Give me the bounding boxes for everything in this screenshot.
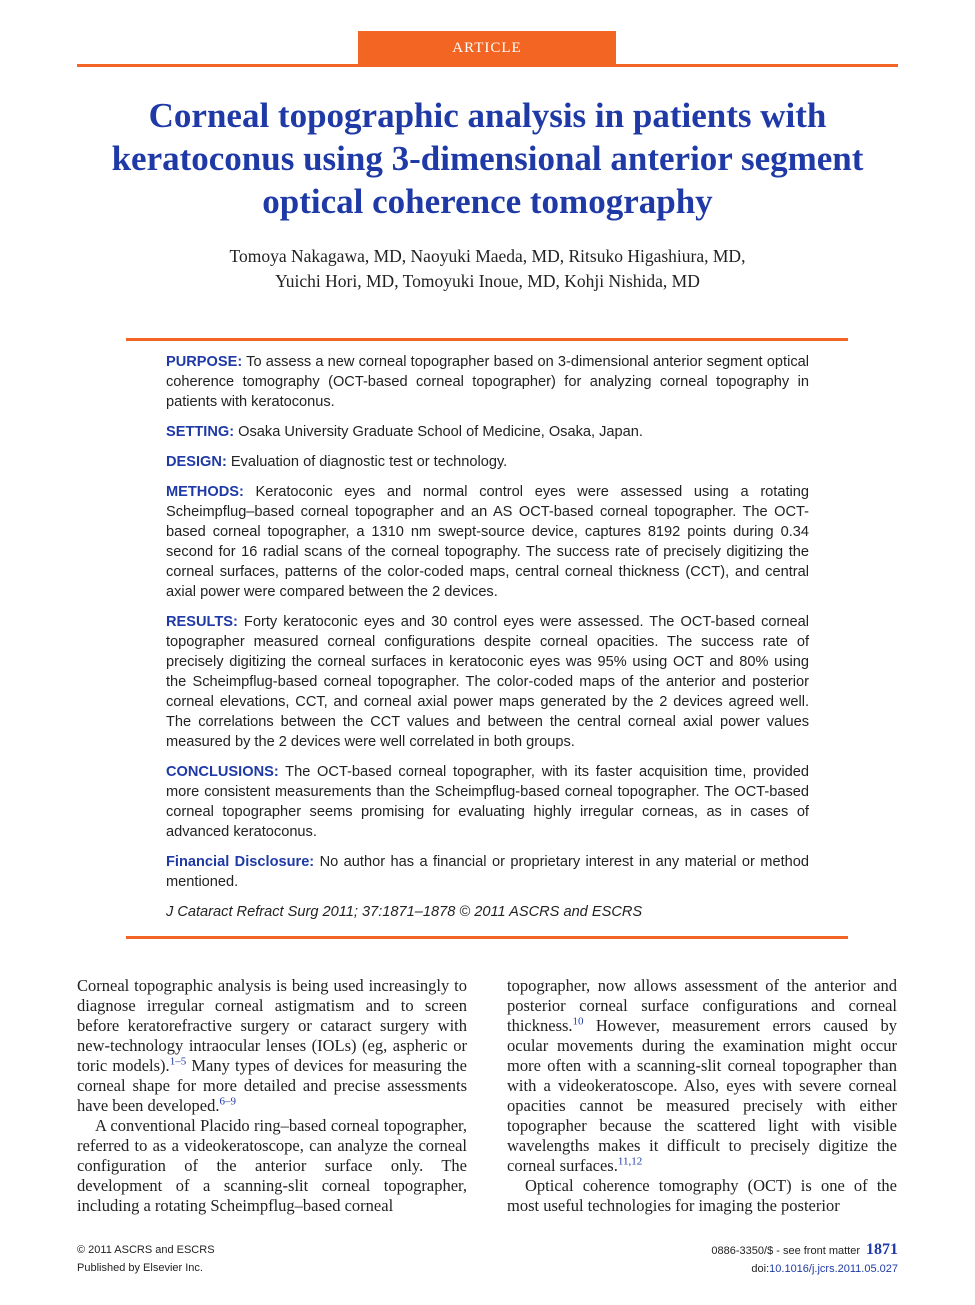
methods-text: Keratoconic eyes and normal control eyes were assessed using a rotating Scheimpflug–based corneal topographer and an AS OCT-based corneal topographer. The OCT-based corneal topographer, a 1310 nm swept-source device, captures 8192 points during 0.34 second for 16 radial scans of the corneal topography. The success rate of precisely digitizing the corneal surfaces, patterns of the color-coded maps, central corneal thickness (CCT), and central axial power were compared between the 2 devices. — [166, 484, 809, 600]
abstract-rule-top — [126, 338, 848, 341]
body-paragraph — [77, 976, 467, 1116]
setting-text: Osaka University Graduate School of Medicine, Osaka, Japan. — [234, 424, 643, 440]
body-column-left — [77, 976, 467, 1216]
purpose-text: To assess a new corneal topographer based on 3-dimensional anterior segment optical coherence tomography (OCT-based corneal topographer) for analyzing corneal topography in patients with keratoconus. — [166, 354, 809, 410]
abstract-financial — [166, 852, 809, 892]
purpose-label: PURPOSE: — [166, 354, 243, 370]
abstract-methods — [166, 482, 809, 602]
financial-label: Financial Disclosure: — [166, 854, 315, 870]
methods-label: METHODS: — [166, 484, 244, 500]
financial-text: No author has a financial or proprietary interest in any material or method mentioned. — [166, 854, 809, 890]
copyright-notice: © 2011 ASCRS and ESCRS — [77, 1244, 215, 1256]
abstract-purpose — [166, 352, 809, 412]
reference-link[interactable]: 6–9 — [219, 1095, 236, 1108]
doi-label: doi: — [751, 1263, 770, 1275]
conclusions-label: CONCLUSIONS: — [166, 764, 279, 780]
reference-link[interactable]: 1–5 — [169, 1055, 187, 1068]
body-text: Many types of devices for measuring the corneal shape for more detailed and precise assessments have been developed. — [77, 1056, 467, 1115]
abstract-rule-bottom — [126, 936, 848, 939]
page-number: 1871 — [866, 1241, 898, 1258]
author-list — [100, 244, 875, 294]
doi-link[interactable]: 10.1016/j.jcrs.2011.05.027 — [769, 1263, 898, 1275]
abstract-conclusions — [166, 762, 809, 842]
author-line-1: Tomoya Nakagawa, MD, Naoyuki Maeda, MD, Ritsuko Higashiura, MD, — [229, 246, 746, 266]
reference-link[interactable]: 10 — [572, 1015, 584, 1028]
body-paragraph: Optical coherence tomography (OCT) is one of the most useful technologies for imaging the posterior — [507, 1176, 897, 1215]
design-text: Evaluation of diagnostic test or technology. — [226, 454, 508, 470]
abstract — [166, 352, 809, 932]
conclusions-text: The OCT-based corneal topographer, with its faster acquisition time, provided more consistent measurements than the Scheimpflug-based corneal topographer. The OCT-based corneal topographer seems promising for evaluating highly irregular corneas, as in cases of advanced keratoconus. — [166, 764, 809, 840]
article-type-tab — [358, 31, 616, 65]
results-text: Forty keratoconic eyes and 30 control eyes were assessed. The OCT-based corneal topographer measured corneal configurations despite corneal opacities. The success rate of precisely digitizing the corneal surfaces in keratoconic eyes was 95% using OCT and 80% using the Scheimpflug-based corneal topographer. The color-coded maps of the anterior and posterior corneal elevations, CCT, and corneal axial power maps generated by the 2 devices agreed well. The correlations between the CCT values and between the central corneal axial power values measured by the 2 devices were well correlated in both groups. — [166, 614, 809, 750]
abstract-results — [166, 612, 809, 752]
design-label: DESIGN: — [166, 454, 227, 470]
article-type-label: ARTICLE — [452, 39, 522, 56]
setting-label: SETTING: — [166, 424, 235, 440]
footer-right — [711, 1241, 898, 1278]
footer-left — [77, 1241, 215, 1277]
body-text: topographer, now allows assessment of the anterior and posterior corneal surface configurations and corneal thickness. — [507, 976, 897, 1035]
issn-notice: 0886-3350/$ - see front matter — [711, 1245, 860, 1257]
body-column-right — [507, 976, 897, 1216]
paper-title: Corneal topographic analysis in patients with keratoconus using 3-dimensional anterior segment optical coherence tomography — [111, 96, 864, 221]
abstract-design — [166, 452, 809, 472]
body-paragraph — [507, 976, 897, 1176]
publisher-notice: Published by Elsevier Inc. — [77, 1262, 203, 1274]
header-rule — [77, 64, 898, 67]
body-paragraph: A conventional Placido ring–based corneal topographer, referred to as a videokeratoscope, can analyze the corneal configuration of the anterior surface only. The development of a scanning-slit corneal topographer, including a rotating Scheimpflug–based corneal — [77, 1116, 467, 1215]
body-text: However, measurement errors caused by ocular movements during the examination might occur more often with a scanning-slit corneal topographer than with a videokeratoscope. Also, eyes with severe corneal opacities cannot be measured precisely with either topographer because the scattered light with visible wavelengths makes it difficult to precisely digitize the corneal surfaces. — [507, 1016, 897, 1175]
abstract-setting — [166, 422, 809, 442]
author-line-2: Yuichi Hori, MD, Tomoyuki Inoue, MD, Kohji Nishida, MD — [275, 271, 700, 291]
body-text: Corneal topographic analysis is being used increasingly to diagnose irregular corneal astigmatism and to screen before keratorefractive surgery or cataract surgery with new-technology intraocular lenses (IOLs) (eg, aspheric or toric models). — [77, 976, 467, 1075]
results-label: RESULTS: — [166, 614, 238, 630]
reference-link[interactable]: 11,12 — [617, 1155, 643, 1168]
journal-citation: J Cataract Refract Surg 2011; 37:1871–1878 © 2011 ASCRS and ESCRS — [166, 904, 643, 920]
